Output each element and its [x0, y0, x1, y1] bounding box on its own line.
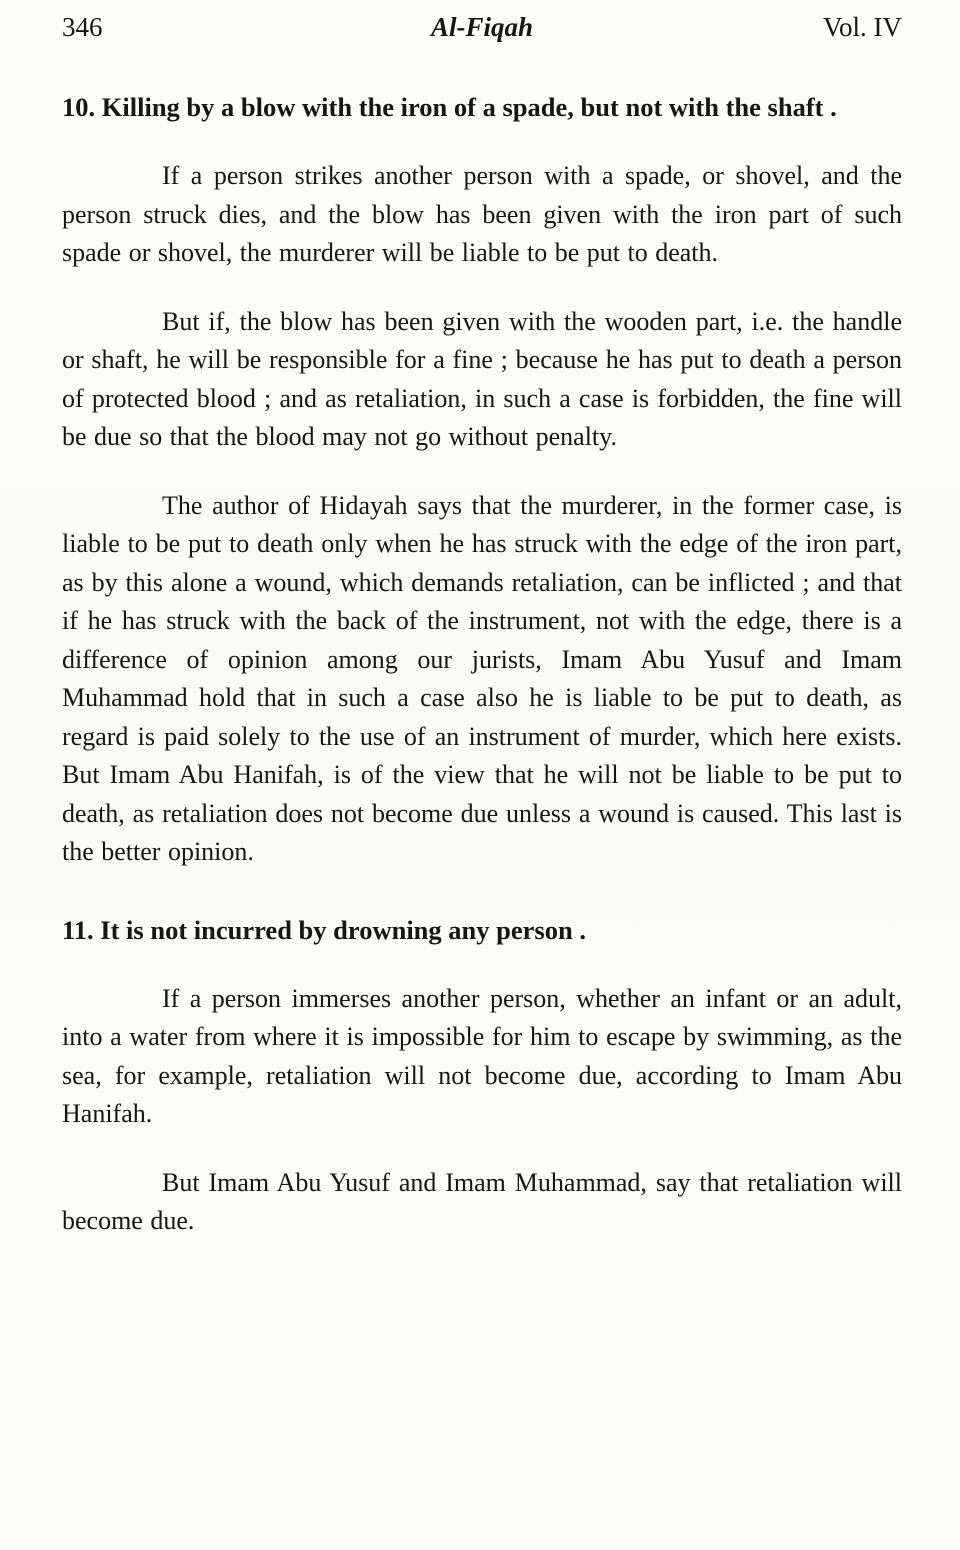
section-10-paragraph-2: But if, the blow has been given with the wooden part, i.e. the handle or shaft, he will be responsible for a fine ; because he has put to death a person of protected blood ; and as retaliation, in such a case is forbidden, the fine will be due so that the blood may not go without penalty. [62, 306, 902, 451]
section-10-paragraph-1: If a person strikes another person with a spade, or shovel, and the person struck dies, and the blow has been given with the iron part of such spade or shovel, the murderer will be liable to be put to death. [62, 161, 902, 267]
section-11-paragraph-2: But Imam Abu Yusuf and Imam Muhammad, say that retaliation will become due. [62, 1167, 902, 1235]
section-11-heading: 11. It is not incurred by drowning any person . [62, 914, 586, 945]
book-title: Al-Fiqah [430, 12, 534, 42]
page-number: 346 [62, 12, 103, 42]
page-header [62, 12, 902, 43]
volume-label: Vol. IV [822, 12, 902, 42]
section-10-paragraph-3: The author of Hidayah says that the murderer, in the former case, is liable to be put to death only when he has struck with the edge of the iron part, as by this alone a wound, which demands retaliation, can be inflicted ; and that if he has struck with the back of the instrument, not with the edge, there is a difference of opinion among our jurists, Imam Abu Yusuf and Imam Muhammad hold that in such a case also he is liable to be put to death, as regard is paid solely to the use of an instrument of murder, which here exists. But Imam Abu Hanifah, is of the view that he will not be liable to be put to death, as retaliation does not become due unless a wound is caused. This last is the better opinion. [62, 490, 902, 866]
section-10-heading: 10. Killing by a blow with the iron of a spade, but not with the shaft . [62, 92, 837, 122]
section-11-paragraph-1: If a person immerses another person, whether an infant or an adult, into a water from where it is impossible for him to escape by swimming, as the sea, for example, retaliation will not become due, according to Imam Abu Hanifah. [62, 983, 902, 1128]
